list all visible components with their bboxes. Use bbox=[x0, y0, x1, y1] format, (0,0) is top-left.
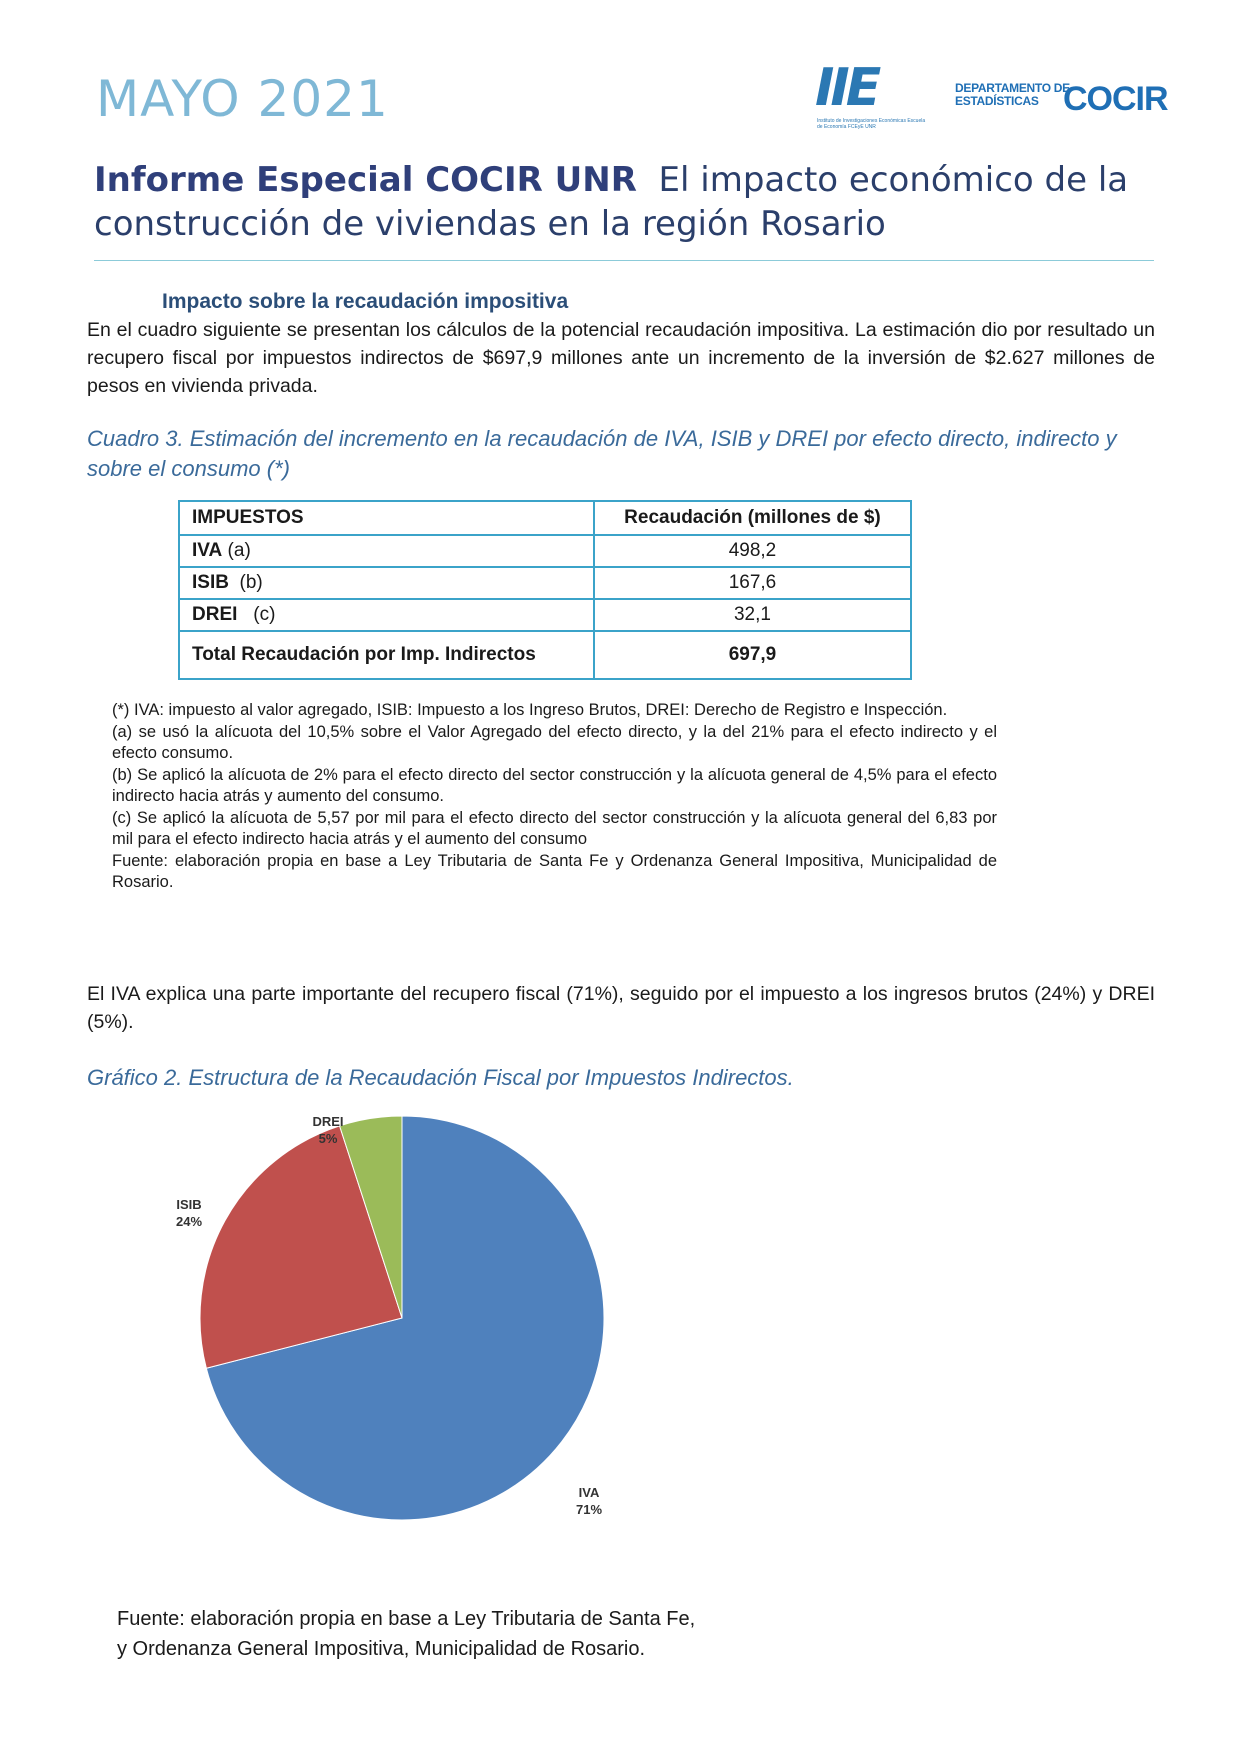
tax-note: (a) bbox=[227, 540, 251, 561]
note-general: (*) IVA: impuesto al valor agregado, ISIB: Impuesto a los Ingreso Brutos, DREI: Derecho de Registro e Inspección. bbox=[112, 701, 948, 719]
total-value: 697,9 bbox=[594, 631, 911, 679]
pie-label-isib: ISIB bbox=[176, 1197, 202, 1212]
revenue-pie-chart bbox=[150, 1100, 710, 1600]
title-divider bbox=[94, 260, 1154, 261]
report-title-rest: El impacto económico de la construcción de viviendas en la región Rosario bbox=[94, 160, 1129, 244]
section-heading: Impacto sobre la recaudación impositiva bbox=[162, 290, 569, 313]
cocir-logo bbox=[955, 80, 1168, 118]
pie-pct-drei: 5% bbox=[318, 1131, 338, 1146]
table-caption: Cuadro 3. Estimación del incremento en la recaudación de IVA, ISIB y DREI por efecto directo, indirecto y sobre el consumo (*) bbox=[87, 426, 1117, 481]
intro-paragraph: En el cuadro siguiente se presentan los cálculos de la potencial recaudación impositiva. La estimación dio por resultado un recupero fiscal por impuestos indirectos de $697,9 millones ante un incremento de la inversión de $2.627 millones de pesos en vivienda privada. bbox=[87, 319, 1155, 397]
tax-cell bbox=[179, 535, 594, 567]
cocir-logo-dept-line2: ESTADÍSTICAS bbox=[955, 94, 1039, 108]
pie-pct-iva: 71% bbox=[575, 1502, 603, 1517]
header-taxes: IMPUESTOS bbox=[179, 501, 594, 535]
report-date: MAYO 2021 bbox=[96, 70, 389, 128]
table-header-row bbox=[179, 501, 911, 535]
chart-caption: Gráfico 2. Estructura de la Recaudación Fiscal por Impuestos Indirectos. bbox=[87, 1065, 794, 1090]
chart-source-line1: Fuente: elaboración propia en base a Ley Tributaria de Santa Fe, bbox=[117, 1608, 696, 1630]
tax-name: IVA bbox=[192, 540, 223, 561]
note-c: (c) Se aplicó la alícuota de 5,57 por mil para el efecto directo del sector construcción y la alícuota general del 6,83 por mil para el efecto indirecto hacia atrás y el aumento del consumo bbox=[112, 808, 997, 848]
tax-note: (c) bbox=[253, 604, 276, 625]
tax-revenue-table bbox=[178, 500, 912, 680]
tax-name: ISIB bbox=[192, 572, 229, 593]
iie-logo-mark: IIE bbox=[815, 58, 878, 118]
chart-source-line2: y Ordenanza General Impositiva, Municipalidad de Rosario. bbox=[117, 1638, 646, 1660]
note-a: (a) se usó la alícuota del 10,5% sobre el Valor Agregado del efecto directo, y la del 21% para el efecto indirecto y el efecto consumo. bbox=[112, 722, 997, 762]
tax-cell bbox=[179, 567, 594, 599]
pie-label-drei: DREI bbox=[312, 1114, 344, 1129]
revenue-value: 32,1 bbox=[594, 599, 911, 631]
chart-source bbox=[117, 1604, 695, 1664]
table-notes bbox=[112, 700, 997, 894]
note-source: Fuente: elaboración propia en base a Ley Tributaria de Santa Fe y Ordenanza General Impositiva, Municipalidad de Rosario. bbox=[112, 851, 997, 891]
tax-note: (b) bbox=[239, 572, 263, 593]
pie-label-iva: IVA bbox=[578, 1485, 600, 1500]
note-b: (b) Se aplicó la alícuota de 2% para el efecto directo del sector construcción y la alícuota general de 4,5% para el efecto indirecto hacia atrás y aumento del consumo. bbox=[112, 765, 997, 805]
header-revenue: Recaudación (millones de $) bbox=[594, 501, 911, 535]
table-row bbox=[179, 567, 911, 599]
table-total-row bbox=[179, 631, 911, 679]
iie-logo-subtitle: Instituto de Investigaciones Económicas Escuela de Economía FCEyE UNR bbox=[817, 118, 926, 130]
report-title-strong: Informe Especial COCIR UNR bbox=[94, 160, 637, 200]
cocir-logo-dept-line1: DEPARTAMENTO DE bbox=[955, 81, 1070, 95]
cocir-logo-name: COCIR bbox=[1063, 80, 1168, 118]
pie-pct-isib: 24% bbox=[175, 1214, 203, 1229]
revenue-value: 498,2 bbox=[594, 535, 911, 567]
summary-paragraph: El IVA explica una parte importante del recupero fiscal (71%), seguido por el impuesto a los ingresos brutos (24%) y DREI (5%). bbox=[87, 983, 1155, 1033]
tax-name: DREI bbox=[192, 604, 238, 625]
iie-logo bbox=[815, 58, 926, 130]
tax-cell bbox=[179, 599, 594, 631]
report-title bbox=[94, 158, 1154, 246]
table-row bbox=[179, 599, 911, 631]
revenue-value: 167,6 bbox=[594, 567, 911, 599]
total-label: Total Recaudación por Imp. Indirectos bbox=[179, 631, 594, 679]
table-row bbox=[179, 535, 911, 567]
